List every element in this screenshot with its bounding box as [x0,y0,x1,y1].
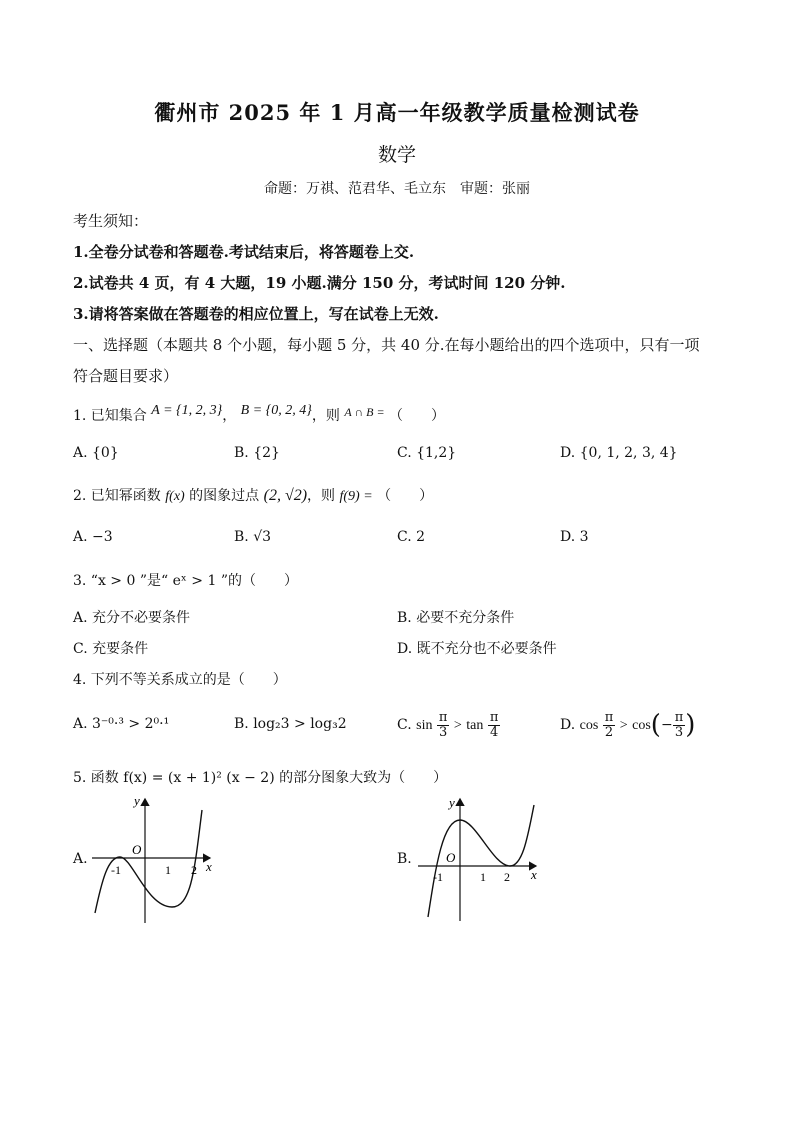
notice-item-2: 2.试卷共 4 页，有 4 大题，19 小题.满分 150 分，考试时间 120 分钟. [73,274,566,292]
q2-option-b: B. √3 [234,529,272,545]
tick-minus1: -1 [111,863,121,877]
q2-option-c: C. 2 [397,529,426,545]
q4-d-cos1: cos [579,718,599,733]
q4-d-label: D. [560,717,576,733]
x-label: x [206,859,212,874]
q3-option-a: A. 充分不必要条件 [73,610,191,626]
q5-option-a-label: A. [73,851,88,867]
section-heading-line1: 一、选择题（本题共 8 个小题，每小题 5 分，共 40 分.在每小题给出的四个选项中，只有一项 [73,336,700,354]
q1-prefix: 1. 已知集合 [73,408,147,424]
question-2 [73,485,433,505]
curve-b [428,805,534,917]
q1-option-a: A. {0} [73,445,119,461]
x-label: x [531,867,537,882]
q3-option-d: D. 既不充分也不必要条件 [397,641,557,657]
q4-c-gt: > [453,718,462,733]
q4-option-a: A. 3⁻⁰·³ > 2⁰·¹ [73,716,170,732]
page-title: 衢州市 2025 年 1 月高一年级教学质量检测试卷 [154,100,640,125]
q4-d-frac2: $\frac{\pi}{3}$ [674,709,684,740]
question-1 [73,405,445,425]
q5-option-b-label: B. [397,851,412,867]
q1-option-d: D. {0, 1, 2, 3, 4} [560,445,678,461]
section-heading-line2: 符合题目要求） [73,367,179,385]
q1-blank: （ ） [389,408,445,424]
q2-option-a: A. −3 [73,529,113,545]
tick-1: 1 [165,863,171,877]
q5-graph-b [418,795,543,925]
q2-point: (2, √2) [263,487,308,504]
question-5: 5. 函数 f(x) = (x + 1)² (x − 2) 的部分图象大致为（ ） [73,770,448,786]
notice-item-3: 3.请将答案做在答题卷的相应位置上，写在试卷上无效. [73,305,439,323]
question-3: 3. “x > 0 ”是“ eˣ > 1 ”的（ ） [73,573,298,589]
origin-label: O [132,842,142,857]
q1-then: ，则 [311,408,340,424]
q4-d-frac1: $\frac{\pi}{2}$ [604,709,614,740]
q4-option-c [397,706,500,745]
q4-c-sin: sin [416,718,433,733]
q2-f9: f(9) = [339,489,373,504]
q2-option-d: D. 3 [560,529,589,545]
curve-a [95,810,202,913]
q4-d-cos2: cos [632,718,651,733]
q1-option-c: C. {1,2} [397,445,457,461]
q4-c-frac1: $\frac{\pi}{3}$ [438,709,448,740]
q1-expr: A ∩ B = [344,405,385,419]
q1-set-b: B = {0, 2, 4} [240,403,312,418]
notice-item-1: 1.全卷分试卷和答题卷.考试结束后，将答题卷上交. [73,243,415,261]
tick-minus1: -1 [433,870,443,884]
q4-c-label: C. [397,717,412,733]
q2-prefix: 2. 已知幂函数 [73,488,161,504]
q4-option-d: D. cos $\frac{\pi}{2}$ > cos(− $\frac{\pi}{3}$ ) [560,709,696,740]
q4-d-gt: > [619,718,628,733]
q4-c-tan: tan [466,718,484,733]
q4-c-frac2: $\frac{\pi}{4}$ [489,709,499,740]
authors-line: 命题：万祺、范君华、毛立东 审题：张丽 [264,181,530,197]
q3-option-c: C. 充要条件 [73,641,149,657]
q1-set-a: A = {1, 2, 3} [151,403,223,418]
q5-graph-a [92,795,217,925]
q2-blank: （ ） [377,488,434,504]
q1-option-b: B. {2} [234,445,280,461]
q4-option-b: B. log₂3 > log₃2 [234,716,347,732]
question-4: 4. 下列不等关系成立的是（ ） [73,672,287,688]
q2-function: f(x) [165,489,185,504]
tick-1: 1 [480,870,486,884]
q2-mid: 的图象过点 [189,488,260,504]
subject-title: 数学 [377,144,416,166]
q2-then: ，则 [307,488,336,504]
notice-heading: 考生须知： [73,212,149,230]
tick-2: 2 [504,870,510,884]
origin-label: O [446,850,456,865]
q1-sep: ， [222,408,237,424]
y-label: y [134,795,140,808]
y-label: y [449,795,455,810]
q3-option-b: B. 必要不充分条件 [397,610,515,626]
tick-2: 2 [191,863,197,877]
